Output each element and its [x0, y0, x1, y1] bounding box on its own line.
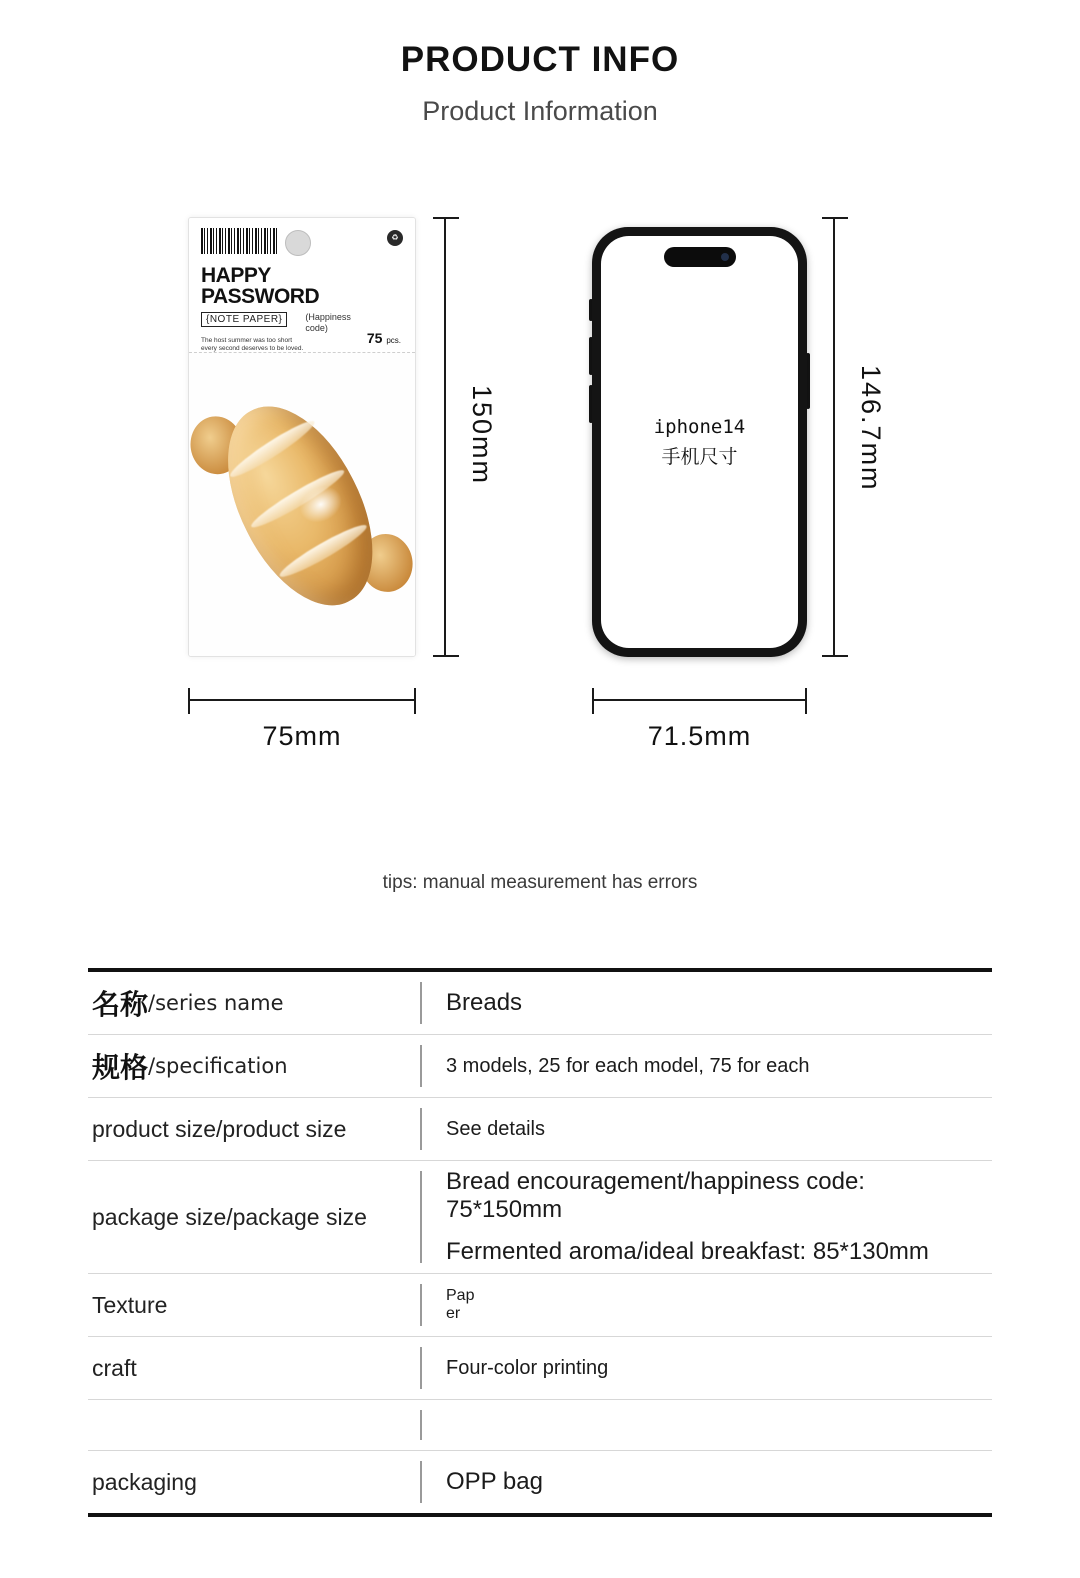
spec-value-text-2: Fermented aroma/ideal breakfast: 85*130mm — [446, 1238, 929, 1265]
package-tagline — [201, 337, 331, 353]
package-width-dimension-line — [188, 699, 416, 701]
page-header — [0, 0, 1080, 127]
barcode-icon — [201, 228, 279, 254]
table-row — [88, 1161, 992, 1274]
package-count-value: 75 — [366, 330, 383, 346]
page-subtitle: Product Information — [422, 96, 658, 126]
spec-key — [88, 1035, 420, 1097]
spec-value-text — [446, 1418, 982, 1432]
package-height-label: 150mm — [467, 385, 497, 486]
spec-value-text: Pap — [446, 1286, 475, 1304]
spec-value-text-2: er — [446, 1305, 461, 1322]
spec-key-en: package size/package size — [92, 1203, 367, 1230]
croissant-illustration — [188, 353, 416, 657]
package-brand-line2: PASSWORD — [201, 284, 320, 308]
happiness-line1: (Happiness — [305, 312, 351, 323]
spec-key — [88, 1400, 420, 1450]
package-window — [189, 353, 415, 656]
spec-key — [88, 1161, 420, 1273]
front-camera-icon — [721, 253, 729, 261]
package-header-label — [189, 218, 415, 353]
package-height-dimension-line — [444, 217, 446, 657]
phone-model-label: iphone14 — [653, 415, 746, 438]
spec-key — [88, 1451, 420, 1513]
package-front — [188, 217, 416, 657]
spec-key-en: packaging — [92, 1468, 197, 1495]
spec-value — [422, 972, 992, 1034]
phone-screen — [601, 236, 798, 648]
measurement-tips-shadow — [0, 898, 1080, 910]
dynamic-island-icon — [664, 247, 736, 267]
package-note-label: {NOTE PAPER} — [201, 312, 287, 327]
spec-key-en: /series name — [148, 991, 284, 1015]
phone-height-dimension-line — [833, 217, 835, 657]
tagline-line1: The host summer was too short — [201, 336, 293, 344]
spec-value — [422, 1274, 992, 1336]
spec-key-cn: 规格 — [92, 1052, 149, 1083]
spec-key — [88, 972, 420, 1034]
package-count — [367, 330, 401, 346]
spec-value-text: Four-color printing — [446, 1356, 609, 1379]
tagline-line2: every second deserves to be loved. — [201, 344, 304, 352]
spec-value-text: OPP bag — [446, 1468, 543, 1495]
phone-size-label-cn: 手机尺寸 — [661, 446, 738, 468]
spec-value — [422, 1098, 992, 1160]
package-brand — [201, 266, 403, 307]
spec-key-cn: 名称 — [92, 989, 149, 1020]
measurement-tips: tips: manual measurement has errors — [382, 872, 698, 893]
spec-value — [422, 1161, 992, 1273]
spec-value — [422, 1035, 992, 1097]
package-brand-line1: HAPPY — [201, 264, 271, 287]
spec-key — [88, 1337, 420, 1399]
table-row — [88, 972, 992, 1035]
phone-width-label: 71.5mm — [647, 721, 752, 751]
spec-value — [422, 1400, 992, 1450]
package-width-label: 75mm — [262, 721, 342, 751]
spec-value-text: Bread encouragement/happiness code: 75*150mm — [446, 1168, 865, 1223]
spec-value — [422, 1337, 992, 1399]
phone-illustration — [592, 227, 807, 657]
product-showcase — [0, 217, 1080, 837]
table-row — [88, 1035, 992, 1098]
table-row — [88, 1337, 992, 1400]
table-row — [88, 1274, 992, 1337]
recycle-icon: ♻ — [387, 230, 403, 246]
spec-key-en: craft — [92, 1354, 137, 1381]
spec-value-text: Breads — [446, 989, 523, 1016]
spec-key-en: product size/product size — [92, 1115, 347, 1142]
table-row — [88, 1400, 992, 1451]
croissant-segment — [276, 519, 370, 582]
happiness-line2: code) — [305, 322, 328, 333]
croissant-segment — [226, 415, 318, 482]
phone-body — [592, 227, 807, 657]
spec-key — [88, 1274, 420, 1336]
phone-screen-text — [654, 412, 746, 473]
table-row — [88, 1451, 992, 1513]
spec-value — [422, 1451, 992, 1513]
spec-value-text: See details — [446, 1117, 545, 1140]
phone-height-label: 146.7mm — [856, 365, 886, 492]
package-happiness-code — [305, 312, 351, 333]
page-title: PRODUCT INFO — [400, 40, 680, 79]
spec-key — [88, 1098, 420, 1160]
spec-table — [88, 968, 992, 1517]
spec-key-en: /specification — [148, 1054, 288, 1078]
table-row — [88, 1098, 992, 1161]
package-illustration — [188, 217, 416, 657]
package-count-unit: pcs. — [386, 336, 401, 345]
hang-hole-icon — [285, 230, 311, 256]
phone-width-dimension-line — [592, 699, 807, 701]
spec-value-text: 3 models, 25 for each model, 75 for each — [446, 1054, 810, 1077]
spec-key-en: Texture — [92, 1291, 168, 1318]
